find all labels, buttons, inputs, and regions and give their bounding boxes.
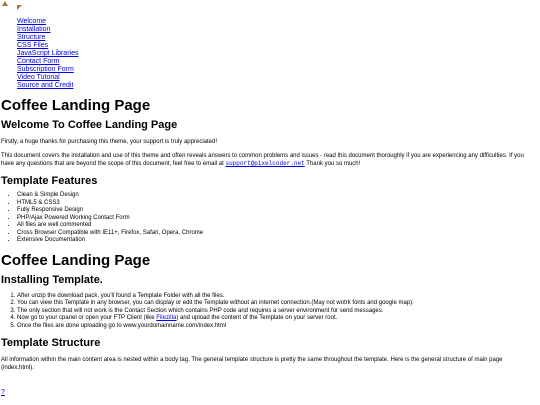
decorative-corner-icon xyxy=(17,5,22,10)
welcome-body-closing: Thank you so much! xyxy=(304,161,361,167)
toc-link-welcome[interactable]: Welcome xyxy=(17,18,47,25)
list-item: 1. After unzip the download pack, you'll found a Template Folder with all the files. xyxy=(17,293,537,301)
main-content xyxy=(1,97,537,399)
toc-link-javascript-libraries[interactable]: JavaScript Libraries xyxy=(17,50,79,57)
decorative-triangle-icon xyxy=(2,1,8,6)
list-item: • Cross Browser Compatible with IE11+, Firefox, Safari, Opera, Chrome xyxy=(17,230,537,238)
broken-image-link[interactable]: ? xyxy=(1,389,5,396)
list-item: • PHP/Ajax Powered Working Contact Form xyxy=(17,215,537,223)
list-item: • All files are well commented xyxy=(17,222,537,230)
step4-text: Now go to your cpanel or open your FTP Client (like xyxy=(17,315,157,321)
filezilla-link[interactable]: Filezilla xyxy=(156,315,177,321)
table-of-contents xyxy=(17,18,78,90)
installation-steps xyxy=(1,293,537,331)
list-item: 2. You can view this Template in any browser, you can display or edit the Template without an internet connection.(May not wotrk fonts and google map). xyxy=(17,300,537,308)
welcome-heading: Welcome To Coffee Landing Page xyxy=(1,119,178,131)
toc-link-structure[interactable]: Structure xyxy=(17,34,46,41)
installation-heading: Installing Template. xyxy=(1,273,103,286)
welcome-body-text: This document covers the installation and use of this theme and often reveals answers to common problems and issues - read this document thoroughly if you are experiencing any difficulties. If you have any questions that are beyond the scope of this document, feel free to email at xyxy=(1,153,524,167)
toc-link-contact-form[interactable]: Contact Form xyxy=(17,58,60,65)
toc-link-video-tutorial[interactable]: Video Tutorial xyxy=(17,74,60,81)
list-item: • Extensive Documentation xyxy=(17,237,537,245)
toc-link-installation[interactable]: Installation xyxy=(17,26,51,33)
welcome-body xyxy=(1,152,537,168)
features-heading: Template Features xyxy=(1,175,98,187)
installation-page-title: Coffee Landing Page xyxy=(1,251,151,269)
structure-body: All information within the main content area is nested within a body tag. The general template structure is pretty the same throughout the template. Here is the general structure of main page (index.html). xyxy=(1,357,503,371)
list-item: • Fully Responsive Design xyxy=(17,207,537,215)
toc-link-subscription-form[interactable]: Subscription Form xyxy=(17,66,74,73)
structure-heading: Template Structure xyxy=(1,337,101,349)
list-item: 5. Once the files are done uploading go to www.yourdomainname.com/index.html xyxy=(17,323,537,331)
step4-text-end: ) and upload the content of the Template on your server root. xyxy=(176,315,338,321)
list-item xyxy=(17,315,537,323)
list-item: 3. The only section that will not work is the Contact Section which contains PHP code and requires a server environment for send messages. xyxy=(17,308,537,316)
list-item: • HTML5 & CSS3 xyxy=(17,200,537,208)
list-item: • Clean & Simple Design xyxy=(17,192,537,200)
support-email-link[interactable]: support@pixelcoder.net xyxy=(225,160,305,167)
toc-link-css-files[interactable]: CSS Files xyxy=(17,42,49,49)
welcome-intro: Firstly, a huge thanks for purchasing this theme, your support is truly appreciated! xyxy=(1,139,217,145)
toc-link-source-and-credit[interactable]: Source and Credit xyxy=(17,82,74,89)
features-list xyxy=(1,192,537,245)
page-title: Coffee Landing Page xyxy=(1,97,151,114)
